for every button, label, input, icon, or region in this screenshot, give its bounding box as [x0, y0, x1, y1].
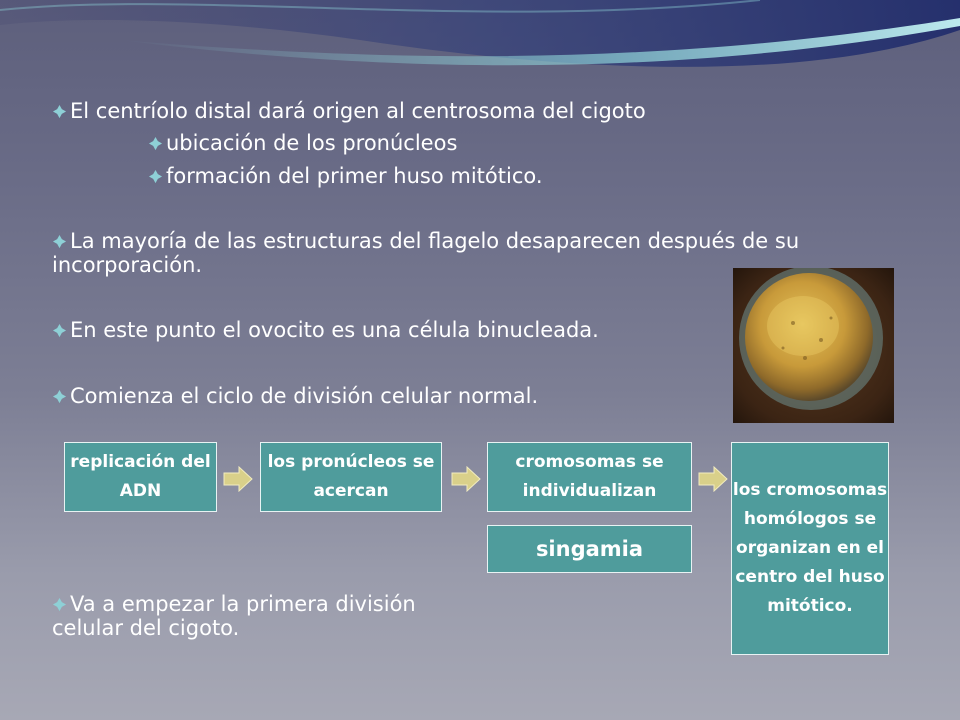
- bullet-line: [52, 229, 799, 253]
- diamond-bullet-icon: [52, 389, 67, 404]
- bullet-line: [52, 592, 416, 616]
- diamond-bullet-icon: [148, 136, 163, 151]
- flow-step-pronuclei-approach: [260, 442, 442, 512]
- bullet-text: formación del primer huso mitótico.: [166, 164, 543, 188]
- diamond-bullet-icon: [52, 323, 67, 338]
- diamond-bullet-icon: [52, 104, 67, 119]
- bullet-line-continued: [52, 253, 202, 277]
- right-arrow-icon: [223, 466, 253, 492]
- sub-bullet-line: [148, 131, 457, 155]
- diamond-bullet-icon: [52, 234, 67, 249]
- diamond-bullet-icon: [52, 597, 67, 612]
- flow-step-label: los pronúcleos se acercan: [267, 452, 435, 501]
- bullet-text: ubicación de los pronúcleos: [166, 131, 458, 155]
- bullet-line: [52, 384, 538, 408]
- bullet-text: En este punto el ovocito es una célula binucleada.: [70, 318, 599, 342]
- bullet-line: [52, 99, 646, 123]
- flow-step-chromosomes-individualize: [487, 442, 692, 512]
- flow-step-label: replicación del ADN: [70, 452, 211, 501]
- singamia-label: singamia: [535, 536, 644, 561]
- bullet-line: [52, 318, 599, 342]
- sub-bullet-line: [148, 164, 543, 188]
- singamia-box: [487, 525, 692, 573]
- flow-step-replication: [64, 442, 217, 512]
- diamond-bullet-icon: [148, 169, 163, 184]
- flow-step-homologous-organize: [731, 442, 889, 655]
- flow-step-label: los cromosomas homólogos se organizan en el centro del huso mitótico.: [732, 480, 888, 616]
- bullet-text: incorporación.: [52, 253, 203, 277]
- bullet-text: La mayoría de las estructuras del flagelo desaparecen después de su: [70, 229, 800, 253]
- bullet-text: celular del cigoto.: [52, 616, 240, 640]
- bullet-text: El centríolo distal dará origen al centrosoma del cigoto: [70, 99, 646, 123]
- bullet-line-continued: [52, 616, 239, 640]
- bullet-text: Comienza el ciclo de división celular normal.: [70, 384, 539, 408]
- right-arrow-icon: [698, 466, 728, 492]
- zygote-photo: [733, 268, 894, 423]
- flow-step-label: cromosomas se individualizan: [515, 452, 664, 501]
- right-arrow-icon: [451, 466, 481, 492]
- bullet-text: Va a empezar la primera división: [70, 592, 416, 616]
